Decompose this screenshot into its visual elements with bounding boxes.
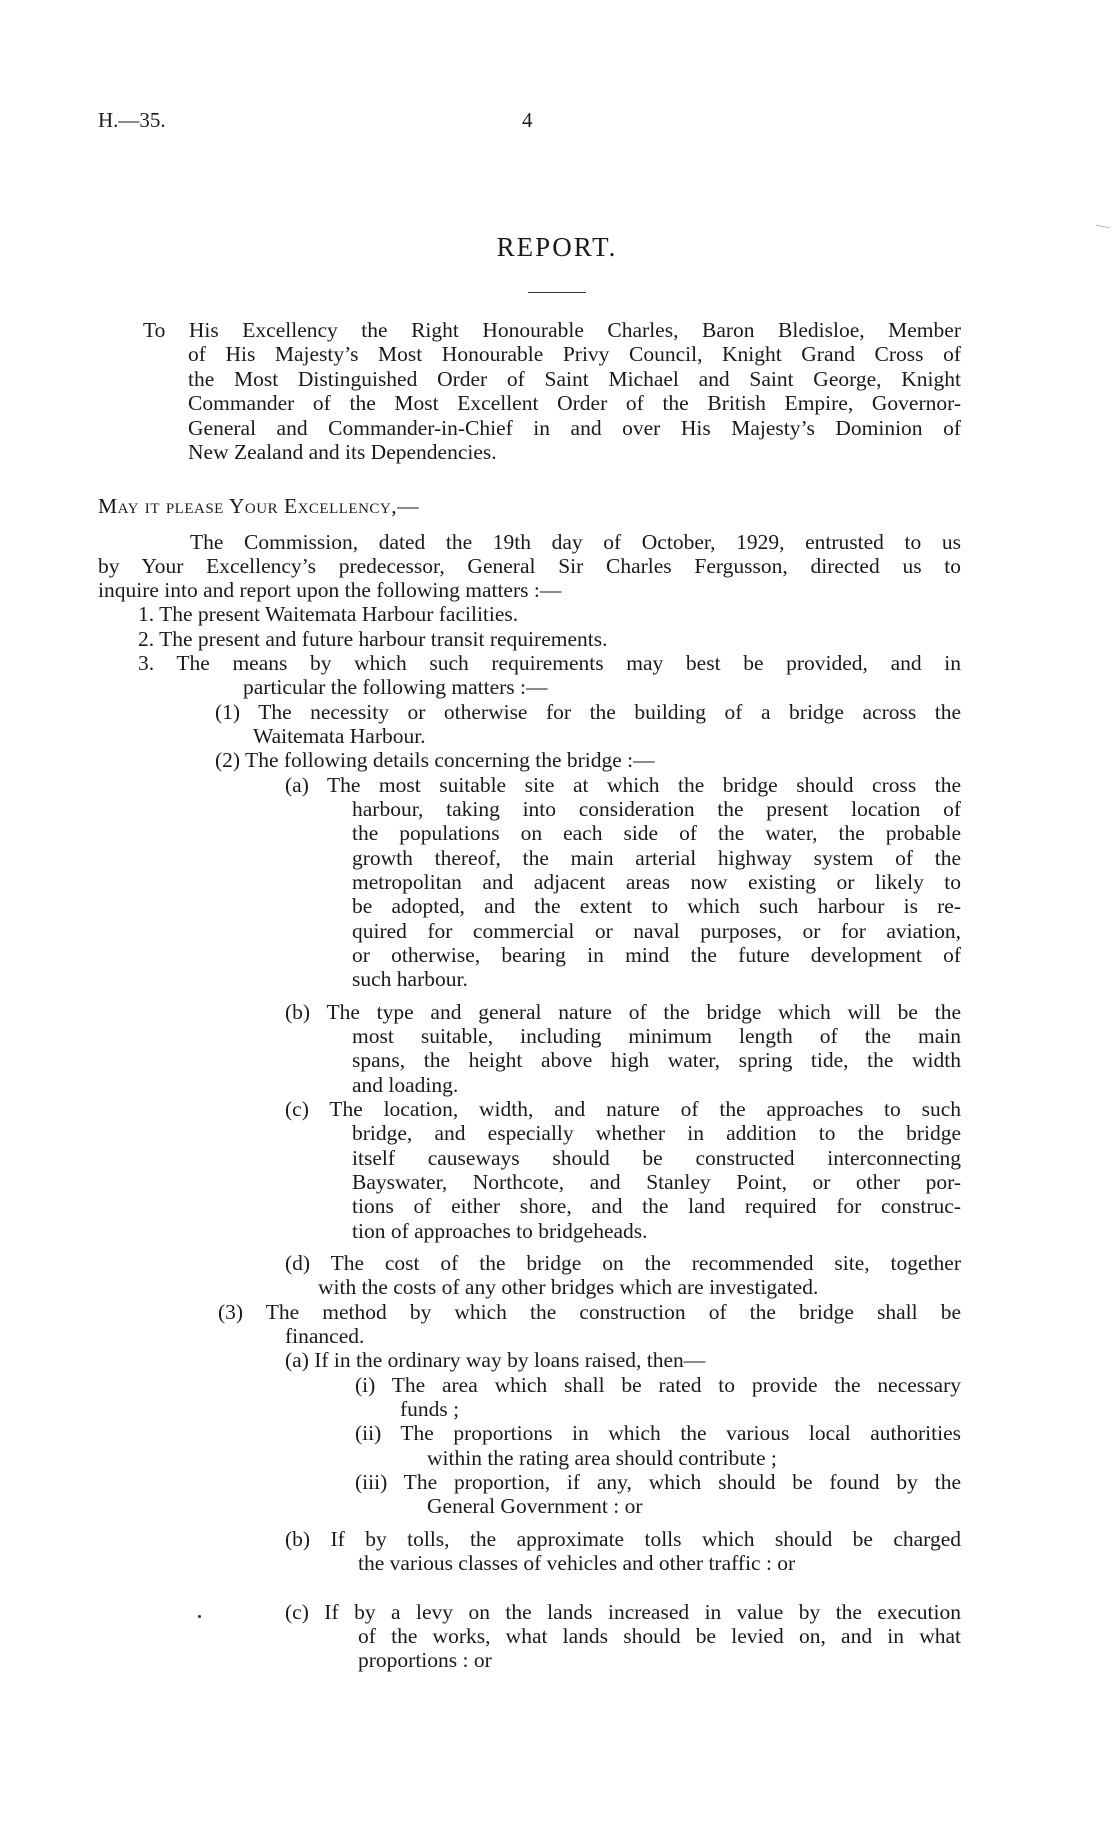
- list-item: quired for commercial or naval purposes, or for aviation,: [352, 919, 961, 943]
- list-item: 3. The means by which such requirements may best be provided, and in: [138, 651, 961, 675]
- list-item: financed.: [285, 1324, 365, 1348]
- list-item: and loading.: [352, 1073, 459, 1097]
- list-item: (d) The cost of the bridge on the recommended site, together: [285, 1251, 961, 1275]
- list-item: (b) If by tolls, the approximate tolls which should be charged: [285, 1527, 961, 1551]
- list-item: (1) The necessity or otherwise for the building of a bridge across the: [215, 700, 961, 724]
- address-line: General and Commander-in-Chief in and over His Majesty’s Dominion of: [188, 416, 961, 440]
- margin-dot: [198, 1615, 201, 1618]
- list-item: (c) If by a levy on the lands increased in value by the execution: [285, 1600, 961, 1624]
- list-item: (iii) The proportion, if any, which should be found by the: [355, 1470, 961, 1494]
- list-item: Bayswater, Northcote, and Stanley Point, or other por-: [352, 1170, 961, 1194]
- list-item: (2) The following details concerning the bridge :—: [215, 748, 655, 772]
- list-item: bridge, and especially whether in addition to the bridge: [352, 1121, 961, 1145]
- title-rule: [528, 292, 586, 293]
- list-item: itself causeways should be constructed interconnecting: [352, 1146, 961, 1170]
- list-item: harbour, taking into consideration the present location of: [352, 797, 961, 821]
- list-item: or otherwise, bearing in mind the future development of: [352, 943, 961, 967]
- address-line: Commander of the Most Excellent Order of the British Empire, Governor-: [188, 391, 961, 415]
- list-item: (ii) The proportions in which the various local authorities: [355, 1421, 961, 1445]
- address-line: of His Majesty’s Most Honourable Privy Council, Knight Grand Cross of: [188, 342, 961, 366]
- list-item: 2. The present and future harbour transit requirements.: [138, 627, 608, 651]
- list-item: (a) The most suitable site at which the bridge should cross the: [285, 773, 961, 797]
- list-item: within the rating area should contribute ;: [427, 1446, 777, 1470]
- intro-line: inquire into and report upon the following matters :—: [98, 578, 562, 602]
- list-item: the various classes of vehicles and other traffic : or: [358, 1551, 796, 1575]
- address-line: New Zealand and its Dependencies.: [188, 440, 497, 464]
- address-line: To His Excellency the Right Honourable Charles, Baron Bledisloe, Member: [143, 318, 961, 342]
- list-item: spans, the height above high water, spring tide, the width: [352, 1048, 961, 1072]
- list-item: (i) The area which shall be rated to provide the necessary: [355, 1373, 961, 1397]
- list-item: proportions : or: [358, 1648, 492, 1672]
- list-item: 1. The present Waitemata Harbour facilities.: [138, 602, 519, 626]
- list-item: particular the following matters :—: [243, 675, 548, 699]
- list-item: Waitemata Harbour.: [253, 724, 426, 748]
- list-item: General Government : or: [427, 1494, 643, 1518]
- list-item: tions of either shore, and the land required for construc-: [352, 1194, 961, 1218]
- document-reference: H.—35.: [98, 108, 166, 132]
- intro-line: by Your Excellency’s predecessor, General Sir Charles Fergusson, directed us to: [98, 554, 961, 578]
- list-item: metropolitan and adjacent areas now existing or likely to: [352, 870, 961, 894]
- list-item: (c) The location, width, and nature of the approaches to such: [285, 1097, 961, 1121]
- list-item: be adopted, and the extent to which such harbour is re-: [352, 894, 961, 918]
- list-item: the populations on each side of the water, the probable: [352, 821, 961, 845]
- list-item: such harbour.: [352, 967, 468, 991]
- list-item: with the costs of any other bridges which are investigated.: [318, 1275, 819, 1299]
- list-item: funds ;: [400, 1397, 460, 1421]
- list-item: tion of approaches to bridgeheads.: [352, 1219, 648, 1243]
- list-item: (3) The method by which the construction of the bridge shall be: [218, 1300, 961, 1324]
- list-item: growth thereof, the main arterial highway system of the: [352, 846, 961, 870]
- intro-line: The Commission, dated the 19th day of October, 1929, entrusted to us: [190, 530, 961, 554]
- list-item: (a) If in the ordinary way by loans raised, then—: [285, 1348, 706, 1372]
- list-item: most suitable, including minimum length of the main: [352, 1024, 961, 1048]
- scan-mark: [1096, 225, 1110, 229]
- list-item: (b) The type and general nature of the bridge which will be the: [285, 1000, 961, 1024]
- salutation: May it please Your Excellency,—: [98, 494, 420, 518]
- report-title: REPORT.: [496, 232, 618, 262]
- address-line: the Most Distinguished Order of Saint Michael and Saint George, Knight: [188, 367, 961, 391]
- list-item: of the works, what lands should be levied on, and in what: [358, 1624, 961, 1648]
- page-number: 4: [522, 108, 533, 132]
